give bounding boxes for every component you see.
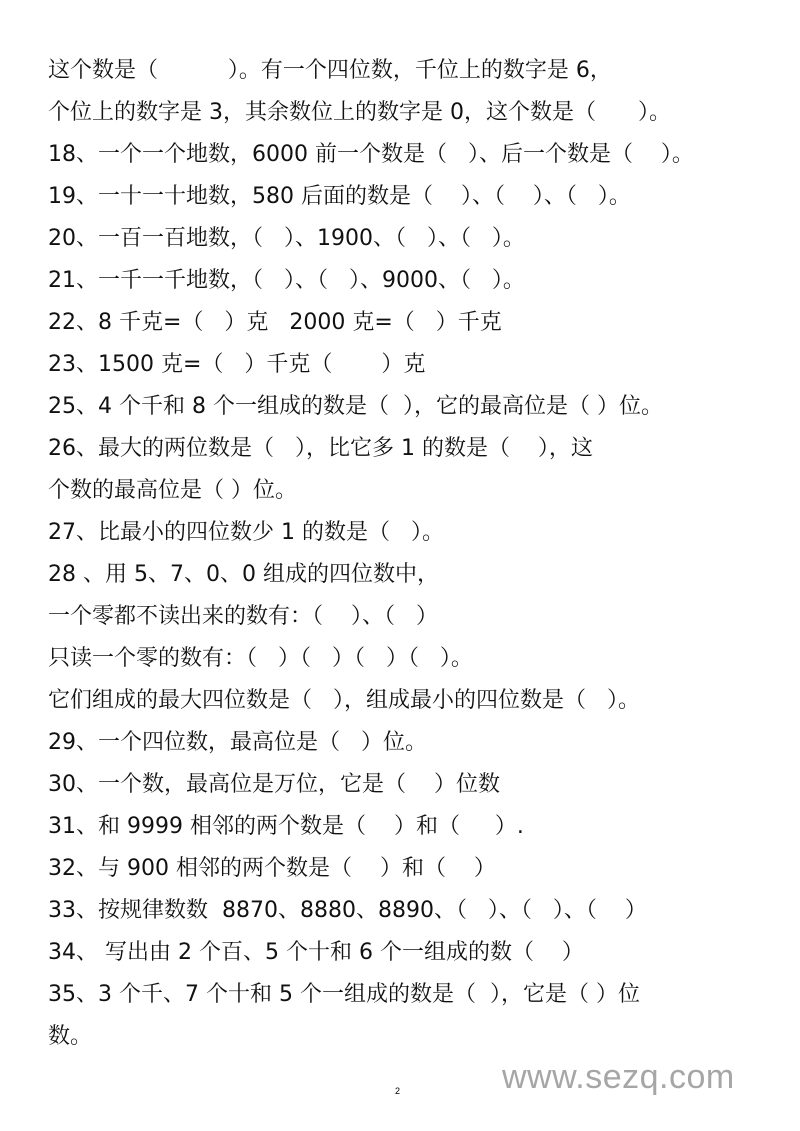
question-34: 34、 写出由 2 个百、5 个十和 6 个一组成的数（ ） — [48, 940, 584, 965]
question-28-part-b: 只读一个零的数有：（ ）（ ）（ ）（ ）。 — [48, 646, 473, 671]
question-35-continued: 数。 — [48, 1024, 93, 1049]
text-line: 这个数是（ ）。有一个四位数，千位上的数字是 6， — [48, 58, 612, 83]
question-22: 22、8 千克=（ ）克 2000 克=（ ）千克 — [48, 310, 502, 335]
page-number: 2 — [395, 1086, 401, 1096]
question-23: 23、1500 克=（ ）千克（ ）克 — [48, 352, 426, 377]
question-26-continued: 个数的最高位是（ ）位。 — [48, 478, 297, 503]
question-28-part-a: 一个零都不读出来的数有：（ ）、（ ） — [48, 604, 438, 629]
question-29: 29、一个四位数，最高位是（ ）位。 — [48, 730, 427, 755]
question-31: 31、和 9999 相邻的两个数是（ ）和（ ）. — [48, 814, 524, 839]
question-21: 21、一千一千地数，（ ）、（ ）、9000、（ ）。 — [48, 268, 525, 293]
question-27: 27、比最小的四位数少 1 的数是（ ）。 — [48, 520, 444, 545]
question-35: 35、3 个千、7 个十和 5 个一组成的数是（ ），它是（ ）位 — [48, 982, 640, 1007]
question-19: 19、一十一十地数，580 后面的数是（ ）、（ ）、（ ）。 — [48, 184, 631, 209]
question-28: 28 、用 5、7、0、0 组成的四位数中， — [48, 562, 439, 587]
question-30: 30、一个数，最高位是万位，它是（ ）位数 — [48, 772, 500, 797]
question-32: 32、与 900 相邻的两个数是（ ）和（ ） — [48, 856, 496, 881]
question-list — [48, 50, 768, 1058]
question-28-part-c: 它们组成的最大四位数是（ ），组成最小的四位数是（ ）。 — [48, 688, 640, 713]
question-25: 25、4 个千和 8 个一组成的数是（ ），它的最高位是（ ）位。 — [48, 394, 663, 419]
question-33: 33、按规律数数 8870、8880、8890、（ ）、（ ）、（ ） — [48, 898, 647, 923]
watermark: www.sezq.com — [502, 1058, 735, 1096]
question-26: 26、最大的两位数是（ ），比它多 1 的数是（ ），这 — [48, 436, 593, 461]
question-20: 20、一百一百地数，（ ）、1900、（ ）、（ ）。 — [48, 226, 525, 251]
question-18: 18、一个一个地数，6000 前一个数是（ ）、后一个数是（ ）。 — [48, 142, 694, 167]
text-line: 个位上的数字是 3，其余数位上的数字是 0，这个数是（ ）。 — [48, 100, 671, 125]
